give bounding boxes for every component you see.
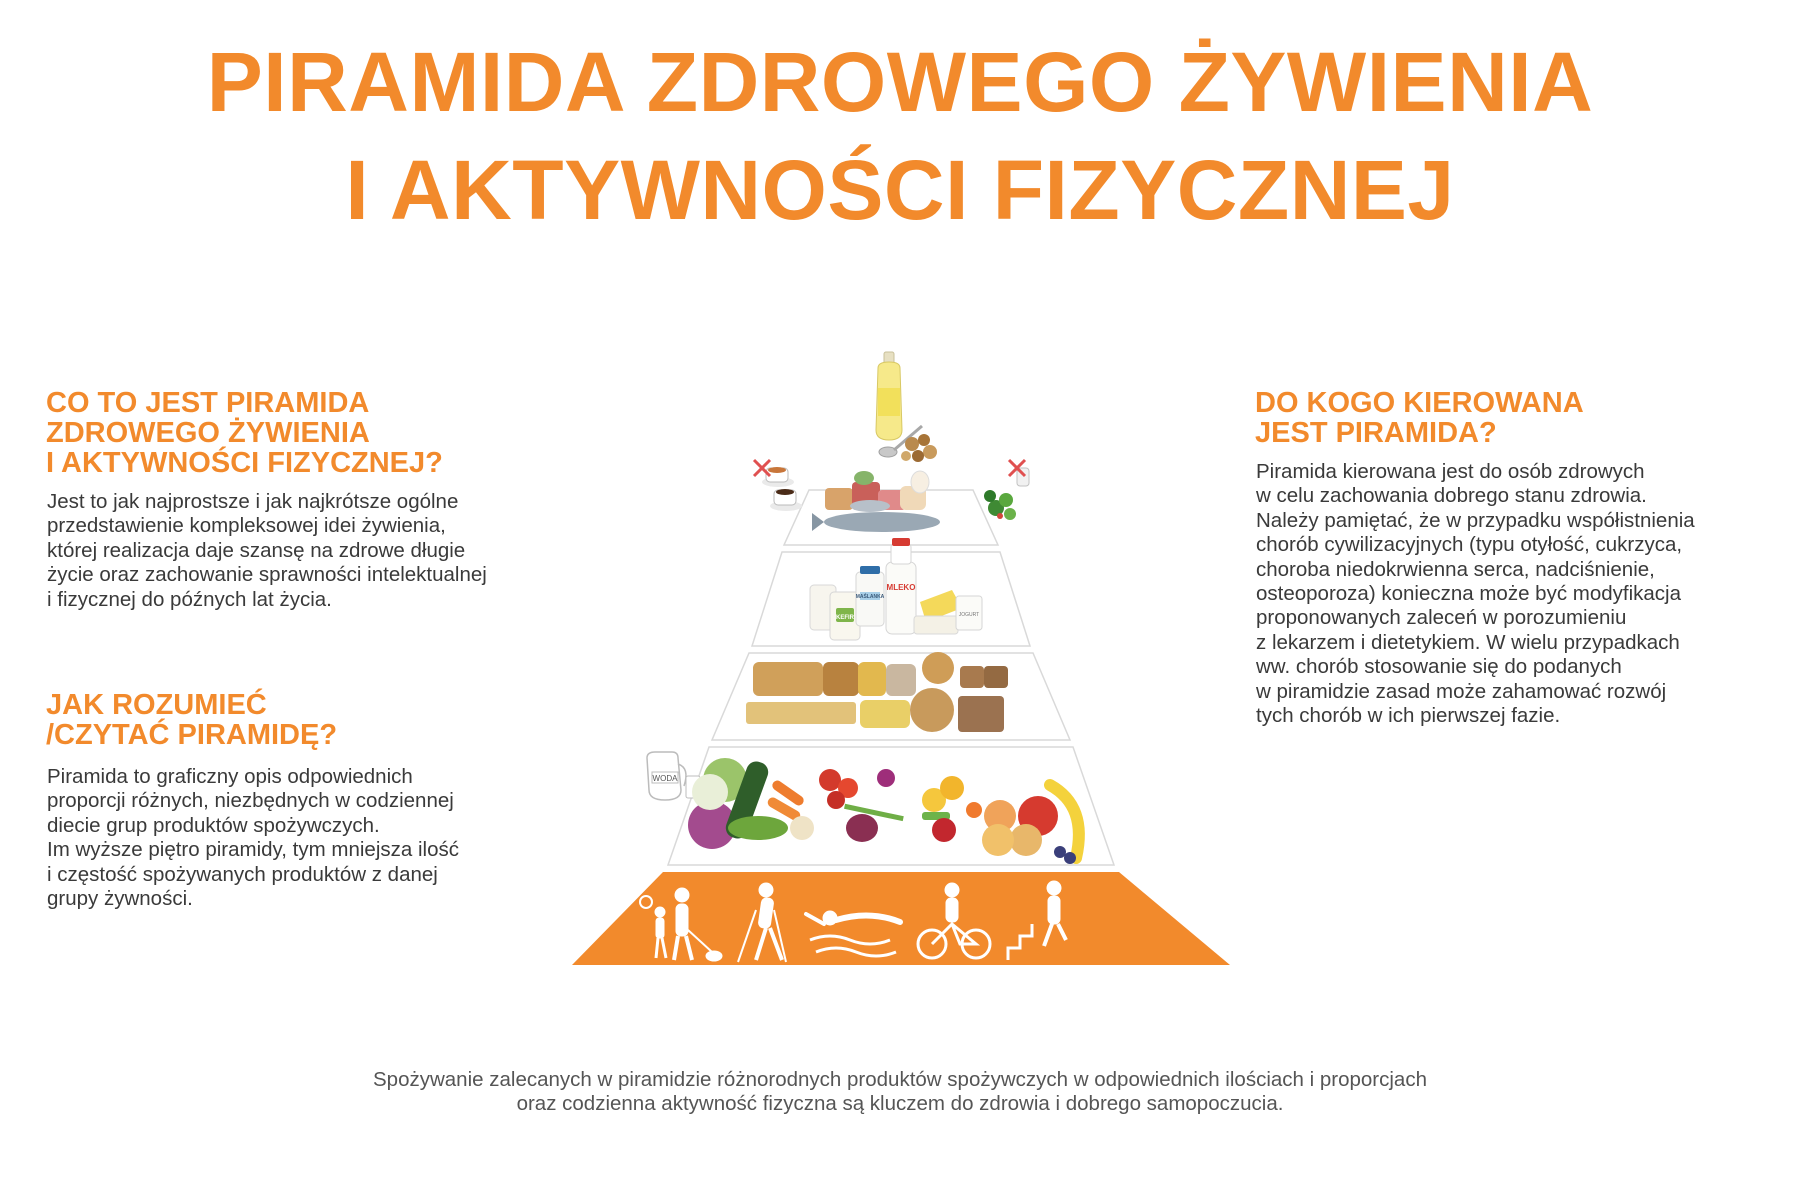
oil-nuts-icon bbox=[876, 352, 937, 462]
body-line: diecie grup produktów spożywczych. bbox=[47, 813, 380, 837]
body-line: z lekarzem i dietetykiem. W wielu przypadkach bbox=[1256, 630, 1680, 654]
body-line: chorób cywilizacyjnych (typu otyłość, cukrzyca, bbox=[1256, 533, 1683, 557]
heading-line: I AKTYWNOŚCI FIZYCZNEJ? bbox=[46, 447, 443, 479]
footer-line-1: Spożywanie zalecanych w piramidzie różnorodnych produktów spożywczych w odpowiednich ilościach i proporcjach bbox=[373, 1068, 1427, 1091]
body-line: w celu zachowania dobrego stanu zdrowia. bbox=[1256, 484, 1647, 508]
herbs-icon bbox=[984, 490, 1016, 520]
body-line: ww. chorób stosowanie się do podanych bbox=[1256, 655, 1622, 679]
body-line: Jest to jak najprostsze i jak najkrótsze ogólne bbox=[47, 490, 459, 513]
heading-line: CO TO JEST PIRAMIDA bbox=[46, 387, 370, 419]
heading-line: DO KOGO KIEROWANA bbox=[1255, 387, 1584, 419]
body-line: Należy pamiętać, że w przypadku współistnienia bbox=[1256, 508, 1695, 532]
section-body-target-audience bbox=[1256, 460, 1695, 728]
body-line: Piramida to graficzny opis odpowiednich bbox=[47, 765, 413, 788]
section-heading-how-to-read bbox=[46, 690, 337, 750]
no-coffee-icon bbox=[754, 460, 802, 511]
heading-line: /CZYTAĆ PIRAMIDĘ? bbox=[46, 719, 338, 751]
body-line: życie oraz zachowanie sprawności intelektualnej bbox=[47, 563, 487, 587]
heading-line: ZDROWEGO ŻYWIENIA bbox=[46, 417, 370, 449]
body-line: osteoporoza) konieczna może być modyfikacja bbox=[1256, 582, 1682, 606]
meat-fish-eggs-icon bbox=[812, 471, 940, 532]
section-body-how-to-read bbox=[47, 765, 459, 911]
pyramid-level-activity bbox=[572, 872, 1230, 965]
title-line-1: PIRAMIDA ZDROWEGO ŻYWIENIA bbox=[206, 35, 1594, 129]
section-heading-what-is bbox=[46, 388, 443, 478]
body-line: i fizycznej do późnych lat życia. bbox=[47, 587, 332, 611]
body-line: przedstawienie kompleksowej idei żywienia, bbox=[47, 514, 446, 538]
title-line-2: I AKTYWNOŚCI FIZYCZNEJ bbox=[345, 143, 1455, 237]
heading-line: JAK ROZUMIEĆ bbox=[46, 689, 267, 721]
body-line: Im wyższe piętro piramidy, tym mniejsza ilość bbox=[47, 838, 459, 862]
section-body-what-is bbox=[47, 490, 487, 612]
food-pyramid bbox=[560, 340, 1250, 975]
body-line: proporcji różnych, niezbędnych w codziennej bbox=[47, 789, 454, 813]
footer-note bbox=[0, 1068, 1800, 1116]
body-line: proponowanych zaleceń w porozumieniu bbox=[1256, 606, 1627, 630]
body-line: w piramidzie zasad może zahamować rozwój bbox=[1256, 679, 1667, 703]
yogurt-label: JOGURT bbox=[958, 612, 980, 618]
body-line: której realizacja daje szansę na zdrowe długie bbox=[47, 538, 466, 562]
heading-line: JEST PIRAMIDA? bbox=[1255, 417, 1497, 449]
body-line: grupy żywności. bbox=[47, 887, 193, 911]
water-label: WODA bbox=[652, 774, 678, 783]
section-heading-target-audience bbox=[1255, 388, 1584, 448]
buttermilk-label: MAŚLANKA bbox=[855, 594, 885, 600]
body-line: Piramida kierowana jest do osób zdrowych bbox=[1256, 460, 1645, 483]
milk-label: MLEKO bbox=[886, 583, 916, 592]
page-title bbox=[0, 28, 1800, 244]
body-line: choroba niedokrwienna serca, nadciśnienie, bbox=[1256, 557, 1655, 581]
no-salt-icon bbox=[1009, 460, 1029, 486]
body-line: tych chorób w ich pierwszej fazie. bbox=[1256, 704, 1561, 728]
kefir-label: KEFIR bbox=[836, 615, 854, 621]
body-line: i częstość spożywanych produktów z danej bbox=[47, 862, 438, 886]
footer-line-2: oraz codzienna aktywność fizyczna są kluczem do zdrowia i dobrego samopoczucia. bbox=[516, 1092, 1284, 1115]
